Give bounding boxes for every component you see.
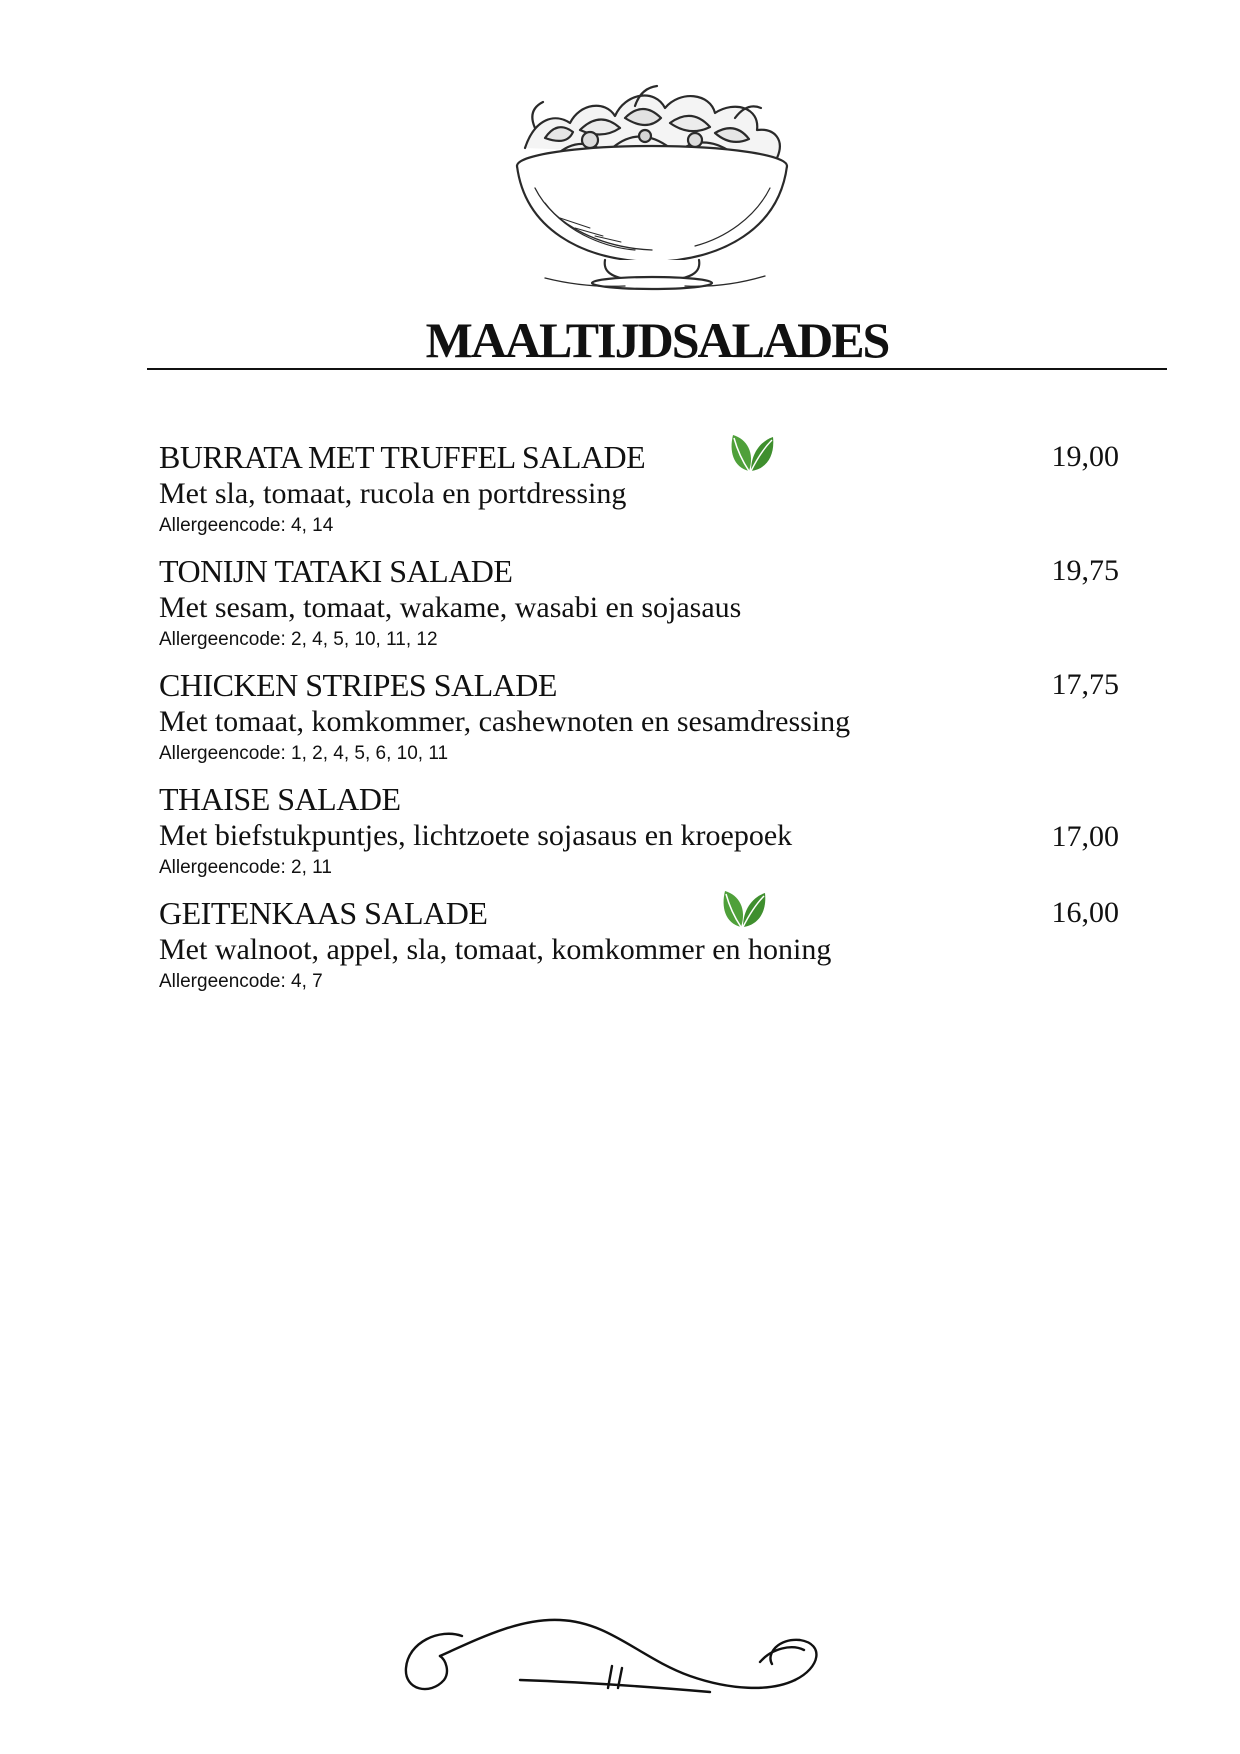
menu-item (159, 893, 1119, 1005)
item-name: GEITENKAAS SALADE (159, 895, 488, 931)
item-allergens: Allergeencode: 2, 11 (159, 857, 332, 878)
leaf-icon (727, 431, 775, 475)
item-price: 19,00 (1051, 440, 1119, 473)
item-name: CHICKEN STRIPES SALADE (159, 667, 557, 703)
salad-bowl-illustration (485, 78, 820, 293)
item-allergens: Allergeencode: 2, 4, 5, 10, 11, 12 (159, 629, 438, 650)
item-description: Met walnoot, appel, sla, tomaat, komkommer en honing (159, 933, 832, 966)
item-allergens: Allergeencode: 4, 7 (159, 971, 323, 992)
page-title: MAALTIJDSALADES (425, 312, 889, 368)
item-allergens: Allergeencode: 4, 14 (159, 515, 334, 536)
item-description: Met biefstukpuntjes, lichtzoete sojasaus en kroepoek (159, 819, 793, 852)
menu-item (159, 665, 1119, 777)
menu-item (159, 437, 1119, 549)
item-description: Met tomaat, komkommer, cashewnoten en sesamdressing (159, 705, 851, 738)
item-description: Met sla, tomaat, rucola en portdressing (159, 477, 627, 510)
item-price: 17,00 (1051, 820, 1119, 853)
item-description: Met sesam, tomaat, wakame, wasabi en sojasaus (159, 591, 742, 624)
item-name: THAISE SALADE (159, 781, 401, 817)
item-price: 19,75 (1051, 554, 1119, 587)
leaf-icon (719, 887, 767, 931)
menu-item (159, 779, 1119, 891)
item-name: TONIJN TATAKI SALADE (159, 553, 513, 589)
ornamental-flourish (400, 1598, 850, 1698)
item-price: 16,00 (1051, 896, 1119, 929)
item-price: 17,75 (1051, 668, 1119, 701)
title-divider (147, 368, 1167, 370)
item-name: BURRATA MET TRUFFEL SALADE (159, 439, 646, 475)
menu-item (159, 551, 1119, 663)
item-allergens: Allergeencode: 1, 2, 4, 5, 6, 10, 11 (159, 743, 449, 764)
